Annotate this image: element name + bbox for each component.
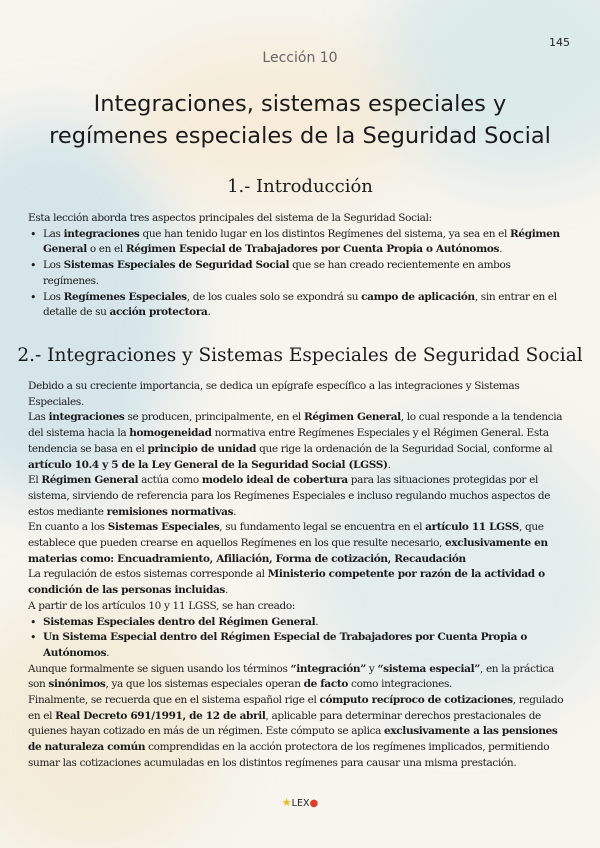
- star-icon: ★: [281, 796, 292, 809]
- paragraph: El Régimen General actúa como modelo ideal de cobertura para las situaciones protegidas por el sistema, sirviendo de referencia para los Regímenes Especiales e incluso regulando muchos aspectos de estos mediante remisiones normativas.: [28, 474, 551, 518]
- bold-text: artículo 10.4 y 5 de la Ley General de la Seguridad Social (LGSS): [28, 458, 388, 471]
- page-number: 145: [549, 36, 570, 49]
- title-line-1: Integraciones, sistemas especiales y: [93, 91, 507, 117]
- bold-text: Un Sistema Especial dentro del Régimen Especial de Trabajadores por Cuenta Propia o Autónomos: [43, 631, 527, 659]
- bold-text: Sistemas Especiales de Seguridad Social: [63, 259, 290, 272]
- bold-text: principio de unidad: [147, 442, 257, 455]
- list-item: • Sistemas Especiales dentro del Régimen General.: [28, 615, 566, 631]
- lex-logo: [0, 796, 600, 809]
- bold-text: Real Decreto 691/1991, de 12 de abril: [55, 709, 266, 722]
- paragraph: La regulación de estos sistemas corresponde al Ministerio competente por razón de la actividad o condición de las personas incluidas.: [28, 568, 545, 597]
- page-title: [40, 88, 560, 152]
- bold-text: de facto: [303, 678, 349, 691]
- list-item: • Un Sistema Especial dentro del Régimen Especial de Trabajadores por Cuenta Propia o Autónomos.: [28, 630, 566, 661]
- bold-text: Régimen General: [303, 411, 401, 424]
- bold-text: artículo 11 LGSS: [425, 521, 519, 534]
- bold-text: campo de aplicación: [361, 290, 475, 303]
- section-1-body: [28, 211, 566, 321]
- bold-text: Sistemas Especiales dentro del Régimen General: [43, 615, 316, 628]
- section-2-heading: 2.- Integraciones y Sistemas Especiales de Seguridad Social: [17, 345, 583, 366]
- bold-text: Ministerio competente por razón de la actividad o condición de las personas incluidas: [28, 568, 545, 597]
- list-item: • Los Regímenes Especiales, de los cuales solo se expondrá su campo de aplicación, sin entrar en el detalle de su acción protectora.: [28, 290, 566, 321]
- bold-text: homogeneidad: [129, 427, 212, 440]
- section-1-intro: Esta lección aborda tres aspectos principales del sistema de la Seguridad Social:: [28, 212, 432, 224]
- section-1-bullets: [28, 227, 566, 321]
- bold-text: “integración”: [290, 662, 366, 675]
- bold-text: Régimen General: [43, 227, 560, 256]
- list-item: • Las integraciones que han tenido lugar en los distintos Regímenes del sistema, ya sea en el Régimen General o en el Régimen Especial de Trabajadores por Cuenta Propia o Autónomos.: [28, 227, 566, 258]
- list-item: • Los Sistemas Especiales de Seguridad Social que se han creado recientemente en ambos regímenes.: [28, 258, 566, 289]
- section-2-bullets: [28, 615, 566, 662]
- bold-text: integraciones: [63, 227, 140, 240]
- bold-text: remisiones normativas: [106, 505, 234, 518]
- drop-icon: ●: [309, 798, 319, 809]
- bold-text: modelo ideal de cobertura: [201, 474, 348, 487]
- paragraph: Las integraciones se producen, principalmente, en el Régimen General, lo cual responde a la tendencia del sistema hacia la homogeneidad normativa entre Regímenes Especiales y el Régimen General. Esta tendencia se basa en el principio de unidad que rige la ordenación de la Seguridad Social, conforme al artículo 10.4 y 5 de la Ley General de la Seguridad Social (LGSS).: [28, 411, 563, 471]
- bold-text: Régimen General: [41, 474, 139, 487]
- paragraph: Finalmente, se recuerda que en el sistema español rige el cómputo recíproco de cotizaciones, regulado en el Real Decreto 691/1991, de 12 de abril, aplicable para determinar derechos prestacionales de quienes hayan cotizado en más de un régimen. Este cómputo se aplica exclusivamente a las pensiones de naturaleza común comprendidas en la acción protectora de los regímenes implicados, permitiendo sumar las cotizaciones acumuladas en los distintos regímenes para causar una misma prestación.: [28, 694, 564, 769]
- paragraph: En cuanto a los Sistemas Especiales, su fundamento legal se encuentra en el artículo 11 LGSS, que establece que pueden crearse en aquellos Regímenes en los que resulte necesario, exclusivamente en materias como: Encuadramiento, Afiliación, Forma de cotización, Recaudación: [28, 521, 548, 565]
- section-2-body: [28, 379, 566, 772]
- paragraph: Aunque formalmente se siguen usando los términos “integración” y “sistema especial”, en la práctica son sinónimos, ya que los sistemas especiales operan de facto como integraciones.: [28, 662, 554, 691]
- paragraph: A partir de los artículos 10 y 11 LGSS, se han creado:: [28, 599, 296, 612]
- bold-text: cómputo recíproco de cotizaciones: [319, 694, 513, 707]
- bold-text: Régimen Especial de Trabajadores por Cuenta Propia o Autónomos: [125, 243, 500, 256]
- bold-text: exclusivamente a las pensiones de naturaleza común: [28, 725, 558, 754]
- bold-text: acción protectora: [109, 306, 208, 319]
- bold-text: Regímenes Especiales: [63, 290, 187, 303]
- lesson-label: Lección 10: [262, 50, 338, 66]
- bold-text: sinónimos: [48, 678, 106, 691]
- section-1-heading: 1.- Introducción: [227, 176, 373, 197]
- bold-text: integraciones: [48, 411, 125, 424]
- paragraph: Debido a su creciente importancia, se dedica un epígrafe específico a las integraciones y Sistemas Especiales.: [28, 380, 520, 408]
- title-line-2: regímenes especiales de la Seguridad Social: [49, 123, 551, 149]
- bold-text: Sistemas Especiales: [107, 521, 220, 534]
- bold-text: “sistema especial”: [377, 662, 480, 675]
- bold-text: exclusivamente en materias como: Encuadramiento, Afiliación, Forma de cotización, Recaudación: [28, 537, 548, 565]
- logo-text: LEX: [291, 798, 310, 809]
